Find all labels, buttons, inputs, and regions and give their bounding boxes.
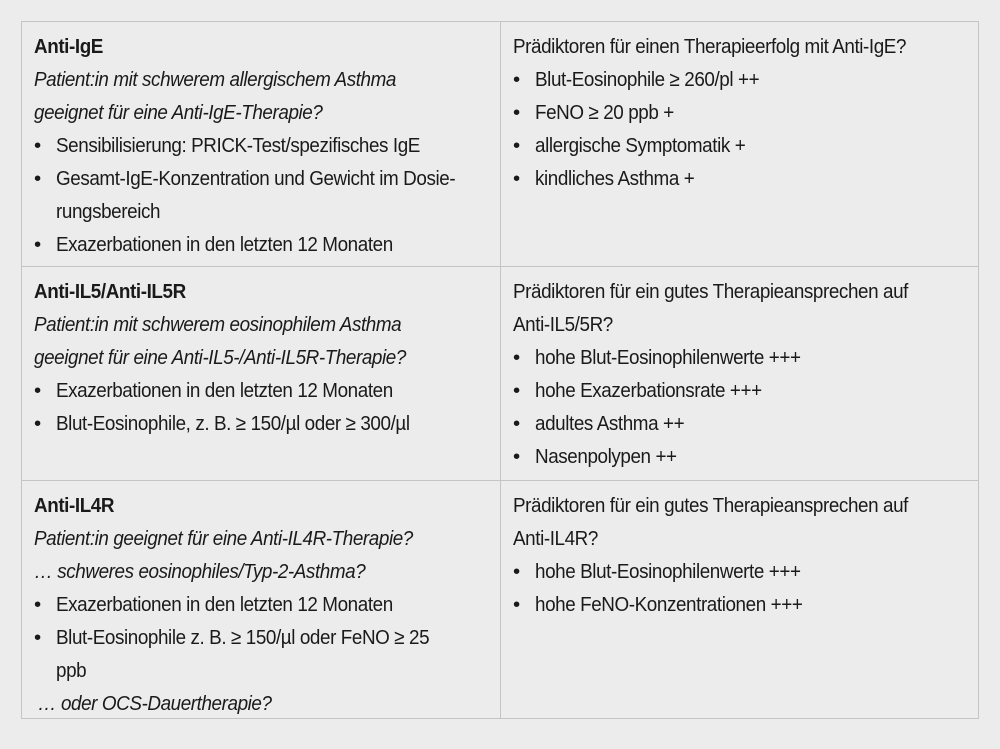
bullet-icon: • bbox=[513, 379, 521, 402]
question-line: … schweres eosinophiles/Typ-2-Asthma? bbox=[34, 560, 366, 583]
bullet-icon: • bbox=[513, 134, 521, 157]
bullet-icon: • bbox=[34, 593, 42, 616]
criteria-list bbox=[34, 129, 488, 261]
question-line: Patient:in geeignet für eine Anti-IL4R-Therapie? bbox=[34, 527, 413, 550]
list-item: • FeNO ≥ 20 ppb + bbox=[513, 96, 966, 129]
predictor-list bbox=[513, 555, 966, 621]
predictor-list bbox=[513, 341, 966, 473]
list-item: • Nasenpolypen ++ bbox=[513, 440, 966, 473]
predictor-heading: Anti-IL4R? bbox=[513, 527, 598, 550]
predictor-list bbox=[513, 63, 966, 195]
question-line: geeignet für eine Anti-IgE-Therapie? bbox=[34, 101, 323, 124]
bullet-icon: • bbox=[513, 593, 521, 616]
anti-il5-predictors-cell bbox=[501, 267, 978, 481]
bullet-icon: • bbox=[513, 68, 521, 91]
bullet-icon: • bbox=[513, 412, 521, 435]
list-item: • hohe Blut-Eosinophilenwerte +++ bbox=[513, 341, 966, 374]
anti-il4r-predictors-cell bbox=[501, 481, 978, 718]
anti-ige-criteria-cell bbox=[22, 22, 501, 267]
question-line: Patient:in mit schwerem allergischem Asthma bbox=[34, 68, 396, 91]
question-line: Patient:in mit schwerem eosinophilem Asthma bbox=[34, 313, 402, 336]
list-item: • Gesamt-IgE-Konzentration und Gewicht im Dosie- rungsbereich bbox=[34, 162, 488, 228]
predictor-heading: Prädiktoren für einen Therapieerfolg mit Anti-IgE? bbox=[513, 35, 907, 58]
list-item: • Blut-Eosinophile, z. B. ≥ 150/µl oder ≥ 300/µl bbox=[34, 407, 488, 440]
anti-ige-predictors-cell bbox=[501, 22, 978, 267]
anti-il5-criteria-cell bbox=[22, 267, 501, 481]
predictor-heading: Anti-IL5/5R? bbox=[513, 313, 613, 336]
bullet-icon: • bbox=[513, 445, 521, 468]
bullet-icon: • bbox=[34, 379, 42, 402]
list-item: • Sensibilisierung: PRICK-Test/spezifisches IgE bbox=[34, 129, 488, 162]
bullet-icon: • bbox=[34, 412, 42, 435]
list-item: • Exazerbationen in den letzten 12 Monaten bbox=[34, 228, 488, 261]
list-item: • hohe Exazerbationsrate +++ bbox=[513, 374, 966, 407]
bullet-icon: • bbox=[34, 626, 42, 649]
bullet-icon: • bbox=[34, 134, 42, 157]
list-item: • Blut-Eosinophile z. B. ≥ 150/µl oder FeNO ≥ 25 ppb bbox=[34, 621, 488, 687]
bullet-icon: • bbox=[513, 560, 521, 583]
list-item: • Blut-Eosinophile ≥ 260/pl ++ bbox=[513, 63, 966, 96]
bullet-icon: • bbox=[513, 167, 521, 190]
criteria-list bbox=[34, 588, 488, 687]
list-item: • Exazerbationen in den letzten 12 Monaten bbox=[34, 588, 488, 621]
question-line: geeignet für eine Anti-IL5-/Anti-IL5R-Therapie? bbox=[34, 346, 406, 369]
cell-title: Anti-IL5/Anti-IL5R bbox=[34, 280, 186, 303]
criteria-list bbox=[34, 374, 488, 440]
therapy-table bbox=[21, 21, 979, 719]
anti-il4r-criteria-cell bbox=[22, 481, 501, 718]
list-item: • kindliches Asthma + bbox=[513, 162, 966, 195]
list-item: • hohe FeNO-Konzentrationen +++ bbox=[513, 588, 966, 621]
list-item: • adultes Asthma ++ bbox=[513, 407, 966, 440]
closing-question: … oder OCS-Dauertherapie? bbox=[37, 692, 272, 715]
list-item: • Exazerbationen in den letzten 12 Monaten bbox=[34, 374, 488, 407]
predictor-heading: Prädiktoren für ein gutes Therapieansprechen auf bbox=[513, 280, 908, 303]
cell-title: Anti-IL4R bbox=[34, 494, 115, 517]
bullet-icon: • bbox=[34, 167, 42, 190]
list-item: • hohe Blut-Eosinophilenwerte +++ bbox=[513, 555, 966, 588]
bullet-icon: • bbox=[34, 233, 42, 256]
bullet-icon: • bbox=[513, 101, 521, 124]
predictor-heading: Prädiktoren für ein gutes Therapieansprechen auf bbox=[513, 494, 908, 517]
bullet-icon: • bbox=[513, 346, 521, 369]
list-item: • allergische Symptomatik + bbox=[513, 129, 966, 162]
cell-title: Anti-IgE bbox=[34, 35, 103, 58]
